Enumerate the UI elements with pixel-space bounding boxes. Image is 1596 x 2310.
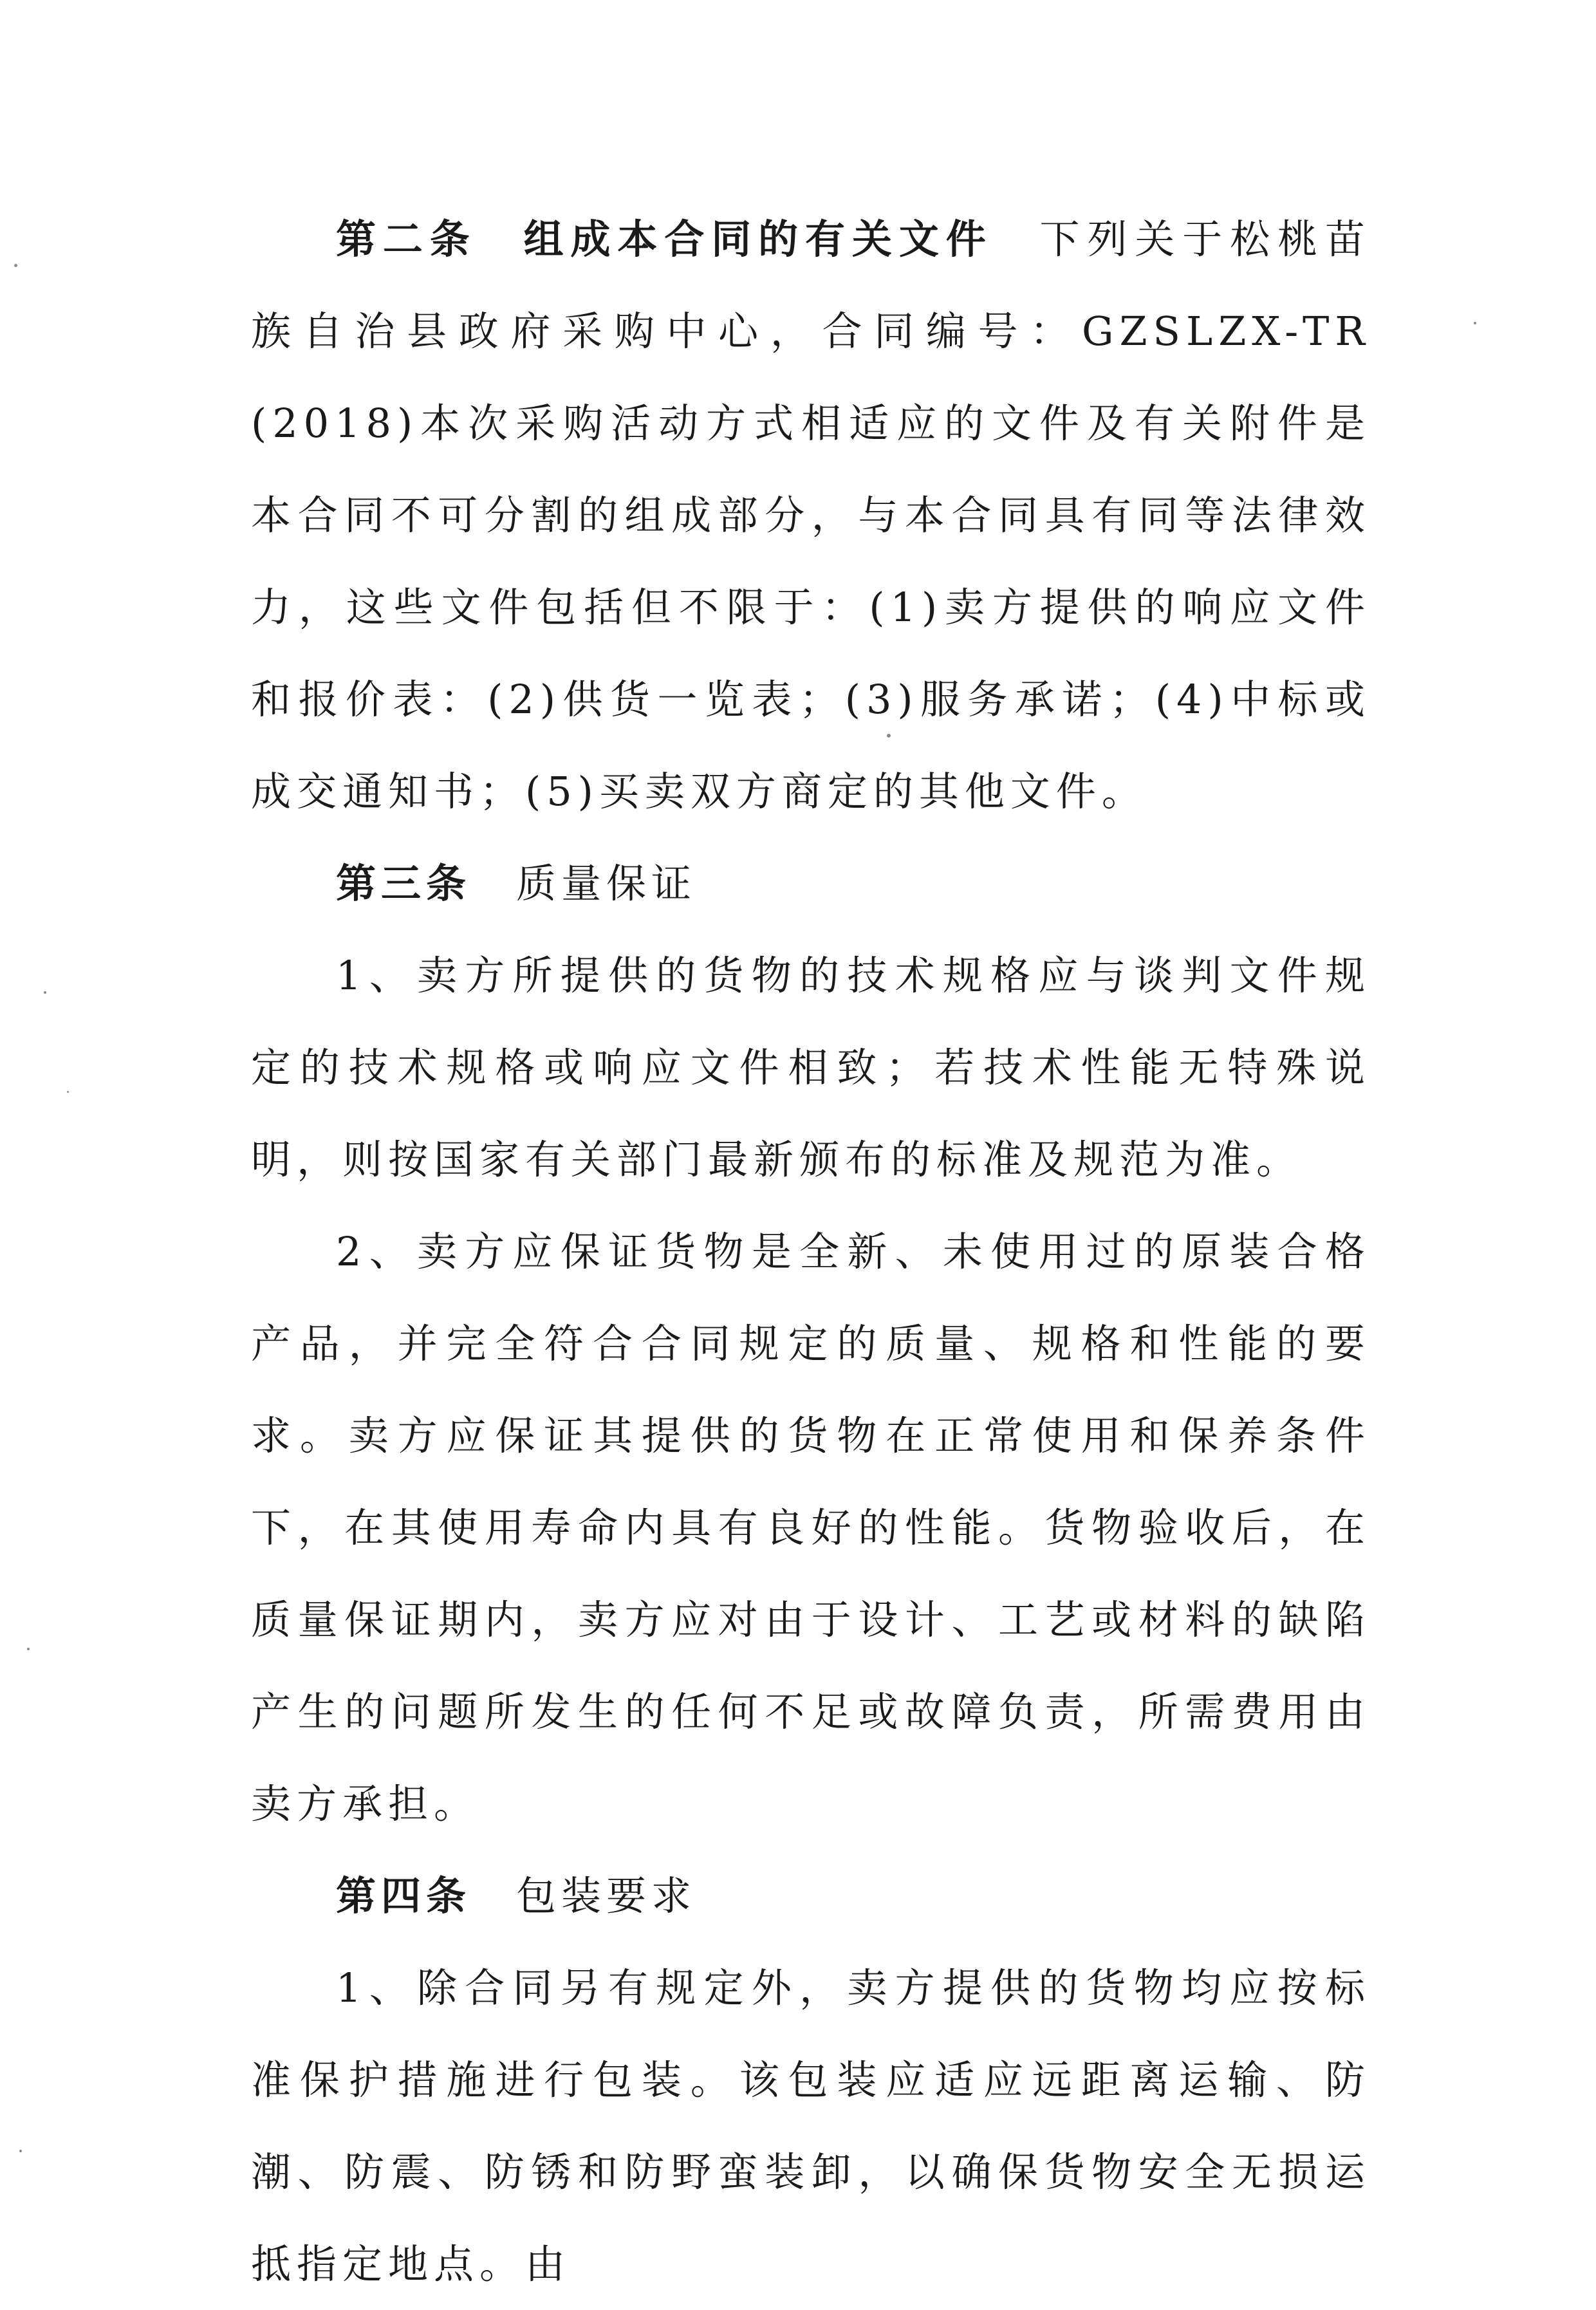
article-4-label: 第四条: [336, 1872, 472, 1919]
article-3-label: 第三条: [336, 860, 472, 907]
scan-speck: [19, 2150, 22, 2152]
article-4-heading: [251, 1850, 1371, 1942]
scan-speck: [44, 991, 46, 994]
article-2-title: 组成本合同的有关文件: [521, 216, 993, 263]
article-3-item-2: 2、卖方应保证货物是全新、未使用过的原装合格产品，并完全符合合同规定的质量、规格和性能的要求。卖方应保证其提供的货物在正常使用和保养条件下，在其使用寿命内具有良好的性能。货物验收后，在质量保证期内，卖方应对由于设计、工艺或材料的缺陷产生的问题所发生的任何不足或故障负责，所需费用由卖方承担。: [251, 1228, 1371, 1827]
article-3-title: 质量保证: [516, 860, 697, 907]
scan-speck: [14, 264, 17, 267]
scan-speck: [67, 1091, 69, 1093]
article-4-item-1: 1、除合同另有规定外，卖方提供的货物均应按标准保护措施进行包装。该包装应适应远距离运输、防潮、防震、防锈和防野蛮装卸，以确保货物安全无损运抵指定地点。由: [251, 1964, 1371, 2287]
article-2-paragraph: [251, 193, 1371, 837]
article-2-label: 第二条: [336, 216, 477, 263]
article-3-heading: [251, 837, 1371, 929]
article-4-title: 包装要求: [516, 1872, 697, 1919]
scan-speck: [27, 1648, 30, 1650]
contract-text: [251, 193, 1371, 2310]
article-3-item-1: 1、卖方所提供的货物的技术规格应与谈判文件规定的技术规格或响应文件相致；若技术性能无特殊说明，则按国家有关部门最新颁布的标准及规范为准。: [251, 952, 1371, 1183]
scan-speck: [1474, 322, 1476, 324]
article-2-body: 下列关于松桃苗族自治县政府采购中心，合同编号：GZSLZX-TR (2018)本次采购活动方式相适应的文件及有关附件是本合同不可分割的组成部分，与本合同具有同等法律效力，这些文件包括但不限于：(1)卖方提供的响应文件和报价表：(2)供货一览表；(3)服务承诺；(4)中标或成交通知书；(5)买卖双方商定的其他文件。: [251, 216, 1371, 815]
